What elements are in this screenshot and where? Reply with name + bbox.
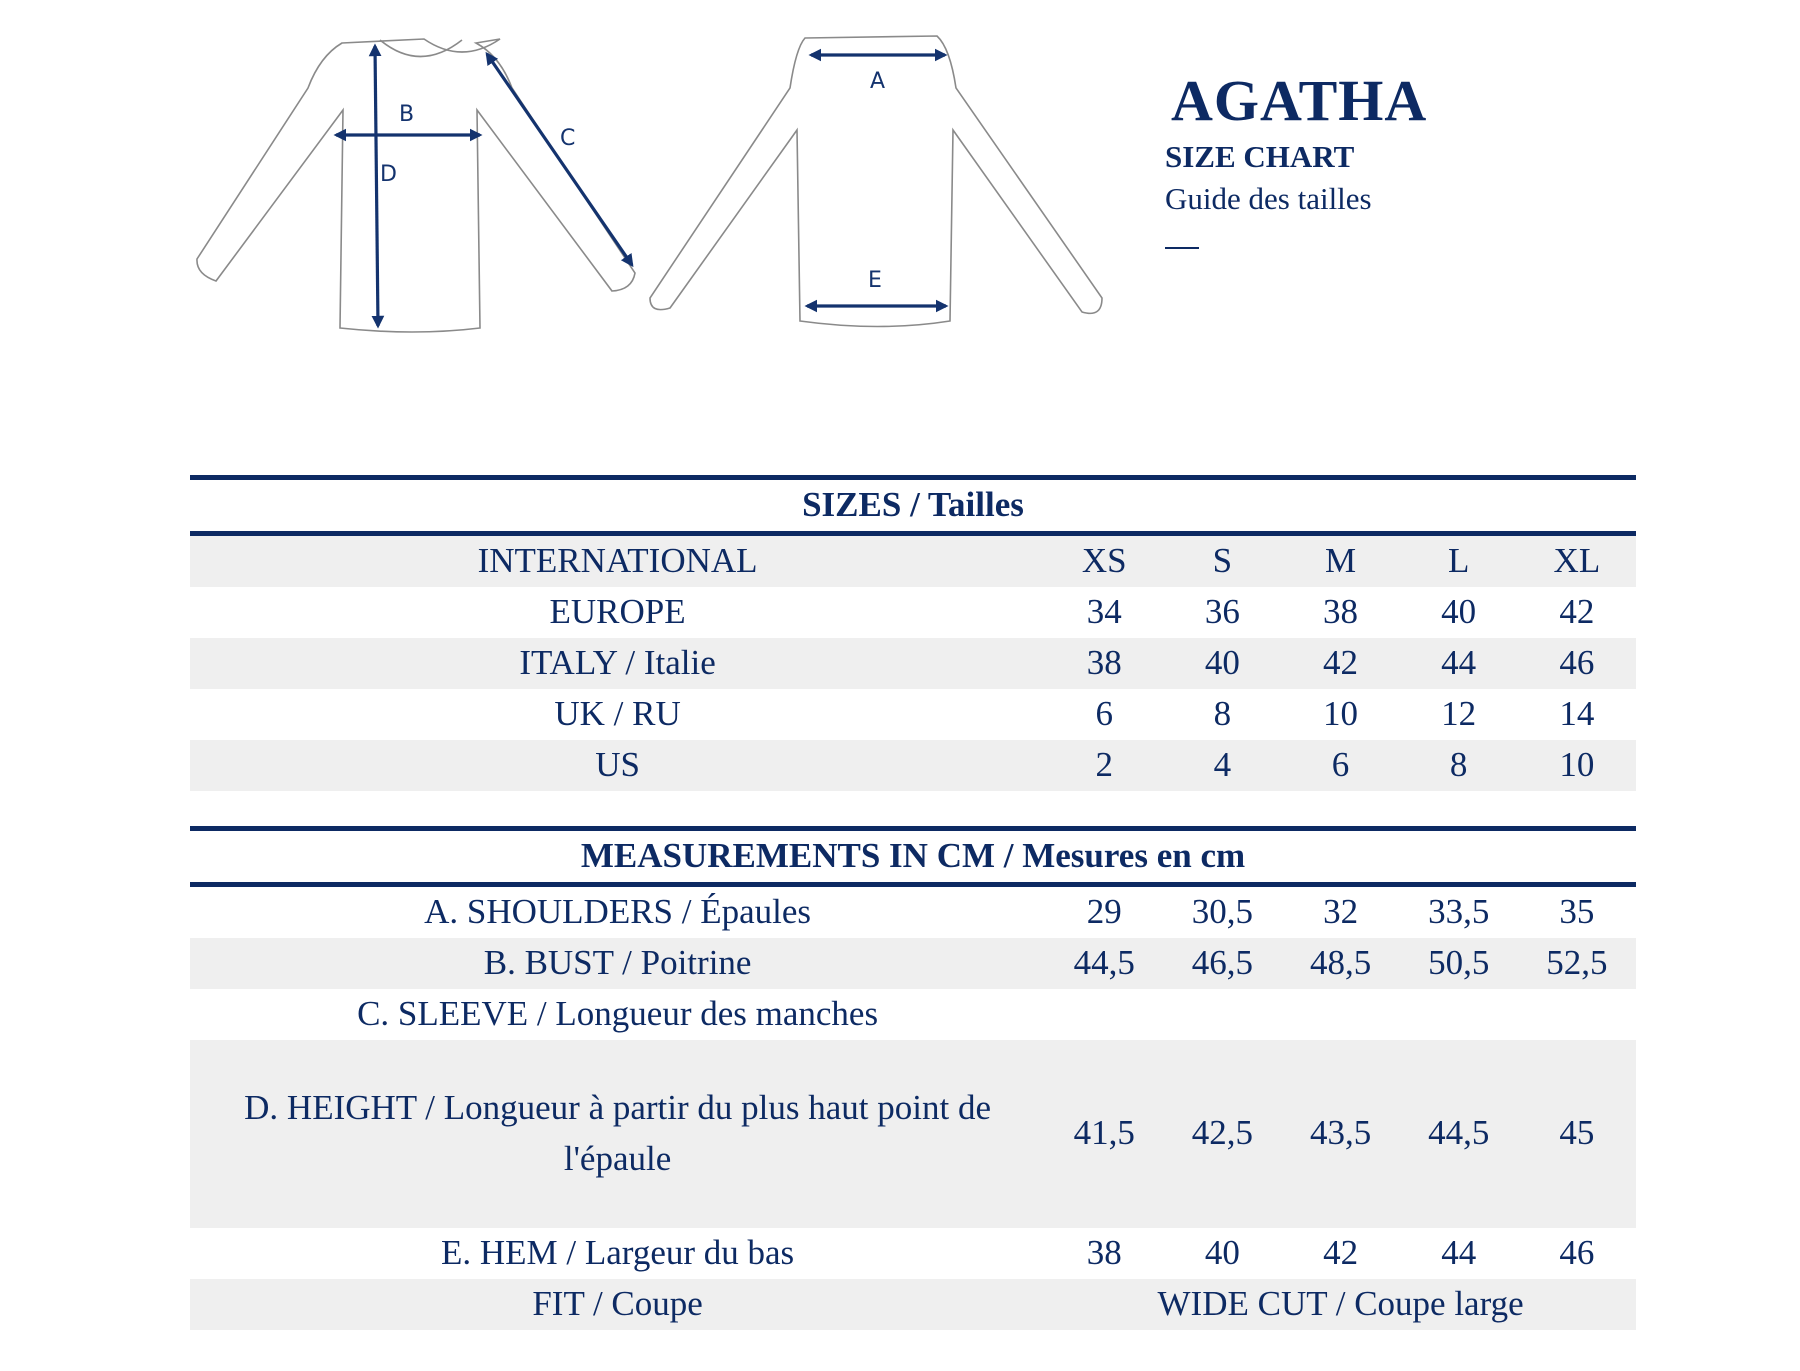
back-view [650,36,1102,327]
row-label: EUROPE [549,591,686,631]
row-label: A. SHOULDERS / Épaules [424,891,812,931]
cell [1518,989,1636,1040]
sizes-heading: SIZES / Tailles [190,478,1636,534]
sizes-heading-row [190,478,1636,534]
cell: 6 [1281,740,1399,791]
garment-illustration [180,18,1120,348]
cell: 10 [1323,693,1359,733]
measurements-heading-row [190,829,1636,885]
cell [1281,989,1399,1040]
row-label: US [190,740,1045,791]
cell: 48,5 [1281,938,1399,989]
brand-name: AGATHA [1171,68,1428,133]
cell: 46,5 [1163,938,1281,989]
measure-c-line [487,54,632,265]
cell: 41,5 [1045,1040,1163,1228]
chart-title: SIZE CHART [1165,139,1355,174]
row-label: ITALY / Italie [190,638,1045,689]
cell: 42 [1559,591,1595,631]
cell: 4 [1163,740,1281,791]
cell: 52,5 [1518,938,1636,989]
table-row [190,587,1636,638]
table-row [190,689,1636,740]
cell: 44 [1400,638,1518,689]
row-label: E. HEM / Largeur du bas [441,1232,795,1272]
row-label: C. SLEEVE / Longueur des manches [357,993,879,1033]
table-row [190,638,1636,689]
garment-diagram [180,18,1120,348]
cell: 33,5 [1428,891,1490,931]
table-row [190,740,1636,791]
cell: 44,5 [1045,938,1163,989]
cell: 40 [1441,591,1477,631]
cell: 6 [1095,693,1113,733]
cell: XL [1518,533,1636,586]
cell: 44 [1441,1232,1477,1272]
label-e: E [868,268,882,293]
title-divider [1165,247,1199,249]
cell: 42,5 [1163,1040,1281,1228]
label-d: D [380,162,397,187]
cell: 38 [1323,591,1359,631]
cell: 2 [1045,740,1163,791]
cell: 38 [1045,638,1163,689]
cell: 10 [1518,740,1636,791]
table-row [190,533,1636,586]
cell [1400,989,1518,1040]
cell: 42 [1323,1232,1359,1272]
cell: 36 [1204,591,1240,631]
cell: 44,5 [1400,1040,1518,1228]
row-label: D. HEIGHT / Longueur à partir du plus haut point de l'épaule [190,1040,1045,1228]
sizes-table [190,475,1636,791]
title-block [1165,68,1428,249]
row-label: B. BUST / Poitrine [190,938,1045,989]
measurements-heading: MEASUREMENTS IN CM / Mesures en cm [190,829,1636,885]
cell [1045,989,1163,1040]
chart-title-fr: Guide des tailles [1165,181,1372,217]
cell: 30,5 [1191,891,1254,931]
cell: 34 [1086,591,1122,631]
table-row [190,938,1636,989]
cell [1163,989,1281,1040]
fit-row [190,1279,1636,1330]
row-label: UK / RU [554,693,681,733]
cell: L [1400,533,1518,586]
cell: 8 [1213,693,1232,733]
cell: M [1281,533,1399,586]
cell: XS [1045,533,1163,586]
cell: 50,5 [1400,938,1518,989]
row-label: INTERNATIONAL [190,533,1045,586]
cell: S [1163,533,1281,586]
measurements-table [190,826,1636,1330]
cell: 46 [1559,1232,1595,1272]
fit-value: WIDE CUT / Coupe large [1045,1279,1636,1330]
cell: 43,5 [1281,1040,1399,1228]
cell: 42 [1281,638,1399,689]
cell: 45 [1518,1040,1636,1228]
cell: 40 [1204,1232,1240,1272]
cell: 8 [1400,740,1518,791]
cell: 46 [1518,638,1636,689]
table-row [190,1228,1636,1279]
cell: 12 [1441,693,1477,733]
label-b: B [399,102,415,127]
cell: 32 [1323,891,1359,931]
cell: 35 [1559,891,1595,931]
cell: 29 [1086,891,1122,931]
label-c: C [560,126,576,151]
fit-label: FIT / Coupe [190,1279,1045,1330]
cell: 40 [1163,638,1281,689]
front-view [197,39,635,332]
cell: 14 [1559,693,1595,733]
cell: 38 [1086,1232,1122,1272]
label-a: A [870,69,886,94]
table-row [190,884,1636,937]
table-row [190,1040,1636,1228]
table-row [190,989,1636,1040]
